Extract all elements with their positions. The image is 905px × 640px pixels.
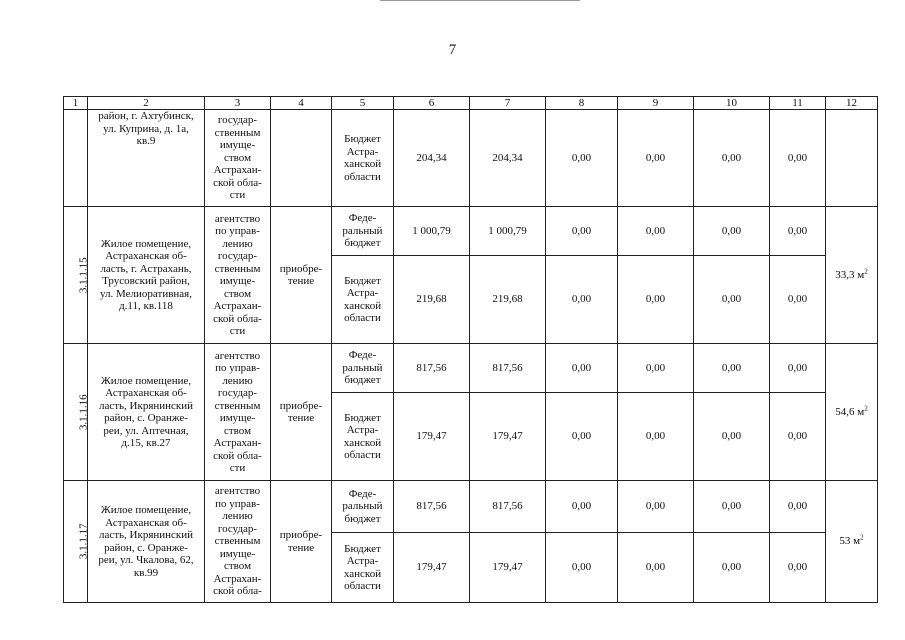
address-cell: район, г. Ахтубинск, ул. Куприна, д. 1а, кв.9: [88, 110, 205, 207]
area-cell: 53 $м^2$: [826, 481, 878, 603]
budget-source-cell: Бюджет Астра- ханской области: [332, 256, 394, 344]
value-cell: 0,00: [694, 344, 770, 393]
value-cell: 0,00: [546, 533, 618, 603]
header-cell: 4: [271, 97, 332, 110]
header-row: [64, 97, 878, 110]
value-cell: 0,00: [770, 481, 826, 533]
header-cell: 8: [546, 97, 618, 110]
value-cell: 0,00: [546, 393, 618, 481]
address-cell: Жилое помещение, Астраханская об- ласть, Икрянинский район, с. Оранже- реи, ул. Чкалова, 62, кв.99: [88, 481, 205, 603]
value-cell: 0,00: [770, 393, 826, 481]
header-cell: 12: [826, 97, 878, 110]
code-cell: 3.1.1.16: [64, 344, 88, 481]
value-cell: 0,00: [618, 393, 694, 481]
budget-table: [63, 96, 878, 603]
value-cell: 0,00: [694, 207, 770, 256]
value-cell: 0,00: [546, 207, 618, 256]
value-cell: 179,47: [394, 533, 470, 603]
value-cell: 1 000,79: [470, 207, 546, 256]
value-cell: 179,47: [394, 393, 470, 481]
action-cell: приобре- тение: [271, 481, 332, 603]
header-cell: 6: [394, 97, 470, 110]
value-cell: 0,00: [694, 393, 770, 481]
table-row: [64, 481, 878, 533]
header-cell: 2: [88, 97, 205, 110]
value-cell: 1 000,79: [394, 207, 470, 256]
value-cell: 0,00: [694, 533, 770, 603]
value-cell: 179,47: [470, 393, 546, 481]
area-cell: 54,6 $м^2$: [826, 344, 878, 481]
table-row: [64, 207, 878, 256]
value-cell: 0,00: [546, 110, 618, 207]
value-cell: 0,00: [770, 344, 826, 393]
header-cell: 5: [332, 97, 394, 110]
address-cell: Жилое помещение, Астраханская об- ласть, г. Астрахань, Трусовский район, ул. Мелиоративная, д.11, кв.118: [88, 207, 205, 344]
action-cell: приобре- тение: [271, 207, 332, 344]
agency-cell: агентство по управ- лению государ- ственным имуще- ством Астрахан- ской обла- сти: [205, 207, 271, 344]
value-cell: 0,00: [770, 207, 826, 256]
value-cell: 219,68: [394, 256, 470, 344]
value-cell: 204,34: [394, 110, 470, 207]
action-cell: [271, 110, 332, 207]
budget-source-cell: Бюджет Астра- ханской области: [332, 533, 394, 603]
header-cell: 11: [770, 97, 826, 110]
value-cell: 0,00: [618, 207, 694, 256]
top-rule: [380, 0, 580, 1]
page-number: 7: [448, 42, 457, 58]
code-cell: 3.1.1.15: [64, 207, 88, 344]
header-cell: 1: [64, 97, 88, 110]
action-cell: приобре- тение: [271, 344, 332, 481]
value-cell: 0,00: [694, 256, 770, 344]
value-cell: 0,00: [694, 481, 770, 533]
value-cell: 817,56: [470, 481, 546, 533]
value-cell: 817,56: [470, 344, 546, 393]
value-cell: 219,68: [470, 256, 546, 344]
table-row: [64, 110, 878, 207]
header-cell: 7: [470, 97, 546, 110]
value-cell: 0,00: [618, 110, 694, 207]
budget-source-cell: Бюджет Астра- ханской области: [332, 110, 394, 207]
area-cell: [826, 110, 878, 207]
value-cell: 0,00: [618, 256, 694, 344]
agency-cell: агентство по управ- лению государ- ственным имуще- ством Астрахан- ской обла-: [205, 481, 271, 603]
header-cell: 10: [694, 97, 770, 110]
budget-source-cell: Бюджет Астра- ханской области: [332, 393, 394, 481]
value-cell: 179,47: [470, 533, 546, 603]
budget-source-cell: Феде- ральный бюджет: [332, 207, 394, 256]
value-cell: 0,00: [770, 110, 826, 207]
agency-cell: государ- ственным имуще- ством Астрахан- ской обла- сти: [205, 110, 271, 207]
code-cell: [64, 110, 88, 207]
value-cell: 0,00: [618, 344, 694, 393]
value-cell: 817,56: [394, 481, 470, 533]
value-cell: 0,00: [694, 110, 770, 207]
agency-cell: агентство по управ- лению государ- ственным имуще- ством Астрахан- ской обла- сти: [205, 344, 271, 481]
budget-source-cell: Феде- ральный бюджет: [332, 344, 394, 393]
value-cell: 0,00: [546, 481, 618, 533]
value-cell: 817,56: [394, 344, 470, 393]
header-cell: 3: [205, 97, 271, 110]
value-cell: 204,34: [470, 110, 546, 207]
budget-source-cell: Феде- ральный бюджет: [332, 481, 394, 533]
code-cell: 3.1.1.17: [64, 481, 88, 603]
table-row: [64, 344, 878, 393]
value-cell: 0,00: [618, 533, 694, 603]
area-cell: 33,3 $м^2$: [826, 207, 878, 344]
address-cell: Жилое помещение, Астраханская об- ласть, Икрянинский район, с. Оранже- реи, ул. Аптечная, д.15, кв.27: [88, 344, 205, 481]
value-cell: 0,00: [770, 533, 826, 603]
value-cell: 0,00: [546, 256, 618, 344]
value-cell: 0,00: [546, 344, 618, 393]
value-cell: 0,00: [618, 481, 694, 533]
header-cell: 9: [618, 97, 694, 110]
value-cell: 0,00: [770, 256, 826, 344]
